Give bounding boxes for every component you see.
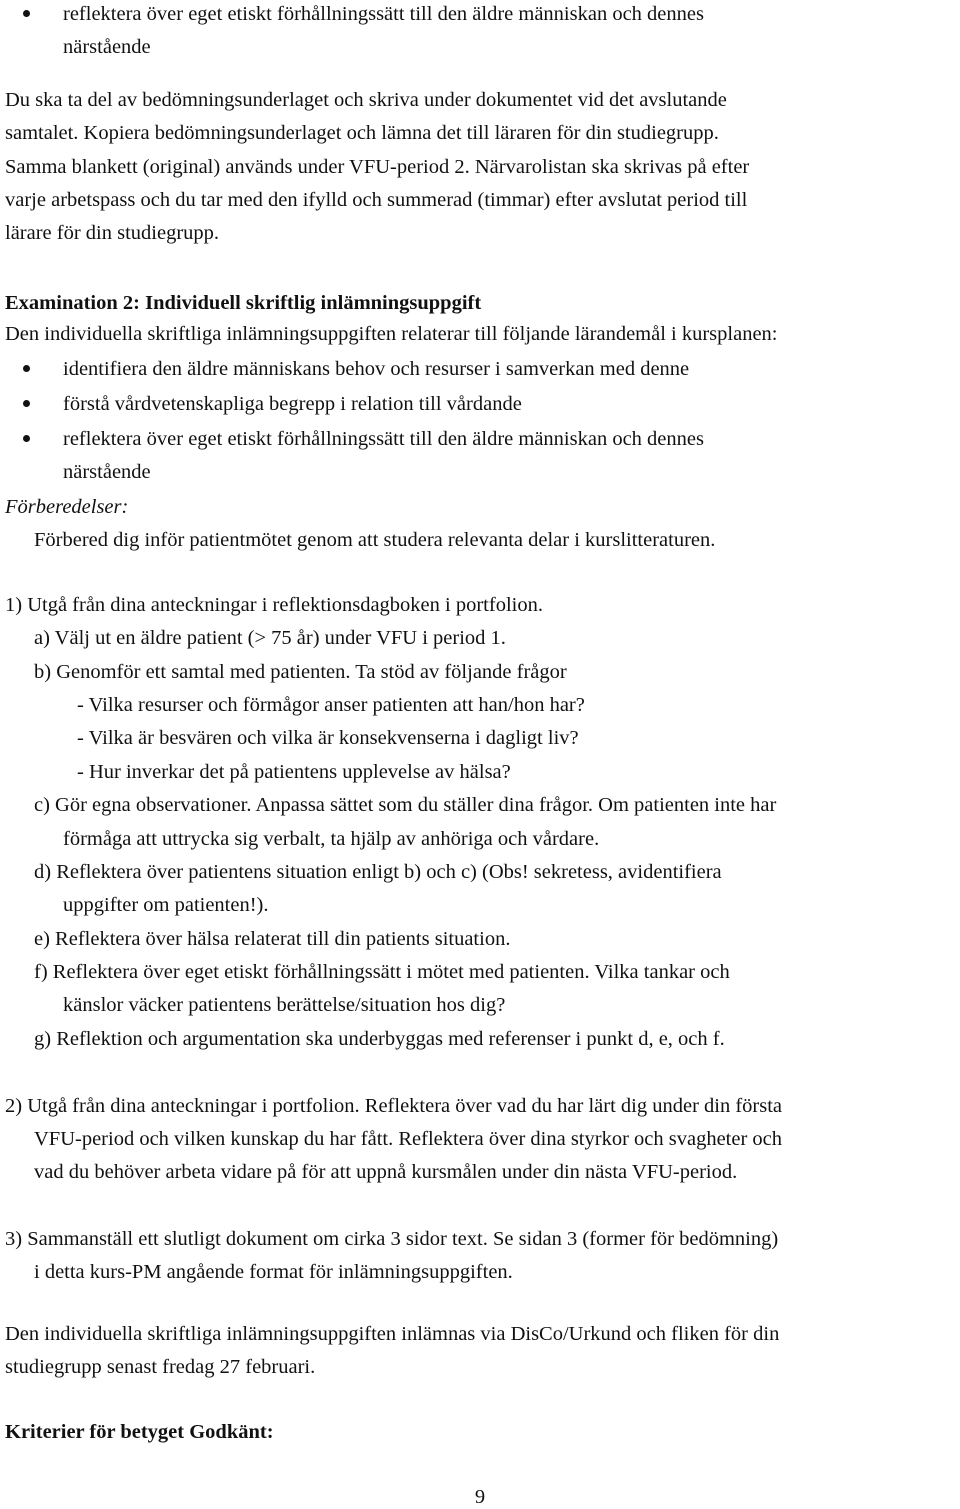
criteria-heading: Kriterier för betyget Godkänt: — [5, 1421, 274, 1443]
bullet-icon — [23, 400, 30, 407]
submission-line: Den individuella skriftliga inlämningsuppgiften inlämnas via DisCo/Urkund och fliken för din — [5, 1323, 780, 1345]
task1-line: g) Reflektion och argumentation ska underbyggas med referenser i punkt d, e, och f. — [34, 1028, 725, 1050]
objective-bullet: reflektera över eget etiskt förhållningssätt till den äldre människan och dennes — [63, 428, 704, 450]
examination-intro: Den individuella skriftliga inlämningsuppgiften relaterar till följande lärandemål i kursplanen: — [5, 323, 778, 345]
objective-bullet: förstå vårdvetenskapliga begrepp i relation till vårdande — [63, 393, 522, 415]
task1-line: uppgifter om patienten!). — [63, 894, 269, 916]
bullet-icon — [23, 435, 30, 442]
task2-line: VFU-period och vilken kunskap du har fått. Reflektera över dina styrkor och svagheter och — [34, 1128, 783, 1150]
task1-line: - Hur inverkar det på patientens upplevelse av hälsa? — [77, 761, 511, 783]
task1-line: 1) Utgå från dina anteckningar i reflektionsdagboken i portfolion. — [5, 594, 543, 616]
task1-line: d) Reflektera över patientens situation enligt b) och c) (Obs! sekretess, avidentifiera — [34, 861, 722, 883]
objective-bullet: närstående — [63, 461, 151, 483]
objective-bullet: identifiera den äldre människans behov och resurser i samverkan med denne — [63, 358, 690, 380]
task2-line: vad du behöver arbeta vidare på för att uppnå kursmålen under din nästa VFU-period. — [34, 1161, 738, 1183]
bullet-icon — [23, 10, 30, 17]
intro-paragraph-line: Du ska ta del av bedömningsunderlaget och skriva under dokumentet vid det avslutande — [5, 89, 727, 111]
task3-line: 3) Sammanställ ett slutligt dokument om cirka 3 sidor text. Se sidan 3 (former för bedömning) — [5, 1228, 779, 1250]
preparation-heading: Förberedelser: — [5, 496, 129, 518]
task1-line: förmåga att uttrycka sig verbalt, ta hjälp av anhöriga och vårdare. — [63, 828, 600, 850]
preparation-text: Förbered dig inför patientmötet genom att studera relevanta delar i kurslitteraturen. — [34, 529, 716, 551]
task2-line: 2) Utgå från dina anteckningar i portfolion. Reflektera över vad du har lärt dig under din första — [5, 1095, 783, 1117]
bullet-text: reflektera över eget etiskt förhållningssätt till den äldre människan och dennes — [63, 3, 704, 25]
submission-line: studiegrupp senast fredag 27 februari. — [5, 1356, 316, 1378]
intro-paragraph-line: varje arbetspass och du tar med den ifylld och summerad (timmar) efter avslutat period till — [5, 189, 748, 211]
intro-paragraph-line: Samma blankett (original) används under VFU-period 2. Närvarolistan ska skrivas på efter — [5, 156, 750, 178]
task3-line: i detta kurs-PM angående format för inlämningsuppgiften. — [34, 1261, 513, 1283]
intro-paragraph-line: samtalet. Kopiera bedömningsunderlaget och lämna det till läraren för din studiegrupp. — [5, 122, 719, 144]
task1-line: - Vilka är besvären och vilka är konsekvenserna i dagligt liv? — [77, 727, 579, 749]
examination-heading: Examination 2: Individuell skriftlig inlämningsuppgift — [5, 292, 482, 314]
task1-line: c) Gör egna observationer. Anpassa sättet som du ställer dina frågor. Om patienten inte har — [34, 794, 777, 816]
intro-paragraph-line: lärare för din studiegrupp. — [5, 222, 220, 244]
page-number: 9 — [474, 1486, 486, 1508]
task1-line: b) Genomför ett samtal med patienten. Ta stöd av följande frågor — [34, 661, 567, 683]
bullet-text: närstående — [63, 36, 151, 58]
bullet-icon — [23, 365, 30, 372]
task1-line: a) Välj ut en äldre patient (> 75 år) under VFU i period 1. — [34, 627, 506, 649]
task1-line: - Vilka resurser och förmågor anser patienten att han/hon har? — [77, 694, 585, 716]
task1-line: e) Reflektera över hälsa relaterat till din patients situation. — [34, 928, 511, 950]
task1-line: känslor väcker patientens berättelse/situation hos dig? — [63, 994, 506, 1016]
task1-line: f) Reflektera över eget etiskt förhållningssätt i mötet med patienten. Vilka tankar och — [34, 961, 730, 983]
